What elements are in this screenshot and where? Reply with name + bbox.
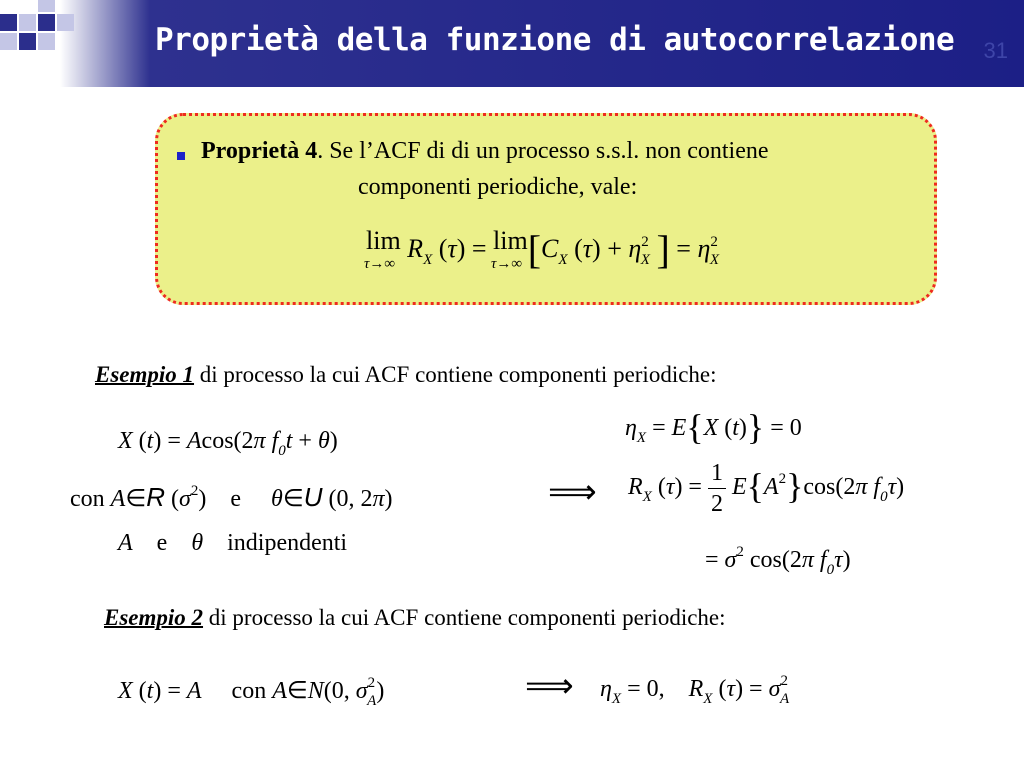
- example2-heading: [104, 605, 726, 631]
- word-e: e: [230, 486, 242, 512]
- example1-heading: [95, 362, 717, 388]
- property-formula: lim τ→∞ $R_X$ (τ) = lim τ→∞ [$C_X$ $(\tau) + \eta^2_X$ ] = $\eta^2_X$: [364, 226, 720, 272]
- word-e-2: e: [156, 530, 168, 556]
- example1-text: di processo la cui ACF contiene componenti periodiche:: [194, 362, 717, 387]
- example2-text: di processo la cui ACF contiene componenti periodiche:: [203, 605, 726, 630]
- example1-independence: A e θ indipendenti: [118, 530, 348, 556]
- example2-result-formula: $\eta_X = 0$, $R_X$ $(\tau) = \sigma^2_A$: [600, 673, 790, 707]
- example1-mean-formula: $\eta_X = E\{X$ (t)} = 0: [625, 407, 802, 447]
- bullet-square-icon: [177, 152, 185, 160]
- example1-process-formula: X (t) = Acos(2π $f_0t + \theta$): [118, 428, 338, 459]
- property-text: . Se l’ACF di di un processo s.s.l. non contiene: [317, 138, 769, 164]
- word-con: con: [70, 486, 105, 512]
- slide-title: Proprietà della funzione di autocorrelazione: [155, 22, 955, 58]
- slide-number: 31: [983, 38, 1008, 63]
- implies-arrow-icon: ⟹: [548, 474, 597, 511]
- example1-acf-result: = $\sigma^2$ cos(2π $f_0\tau$): [705, 544, 851, 578]
- title-bar: [0, 0, 1024, 87]
- property-text-line2: componenti periodiche, vale:: [358, 174, 638, 200]
- decorative-squares-icon: [0, 0, 80, 60]
- property-label: Proprietà 4: [201, 138, 318, 164]
- property-text-line1: [201, 138, 769, 165]
- example1-distribution: con A∈R $(\sigma^2)$ e θ∈U (0, 2π): [70, 482, 393, 512]
- property-box: [155, 113, 937, 305]
- example2-label: Esempio 2: [104, 605, 204, 630]
- word-con-2: con: [231, 678, 267, 704]
- implies-arrow-icon-2: ⟹: [525, 668, 574, 705]
- word-indipendenti: indipendenti: [227, 530, 348, 556]
- example1-acf-formula: $R_X$ (τ) = $\frac{1}{2}$ $E\{A^2\}\cos(2\pi$ $f_0\tau$): [628, 460, 905, 517]
- example1-label: Esempio 1: [95, 362, 195, 387]
- example2-process-formula: X (t) = A con A∈N(0, $\sigma^2_A$): [118, 675, 385, 709]
